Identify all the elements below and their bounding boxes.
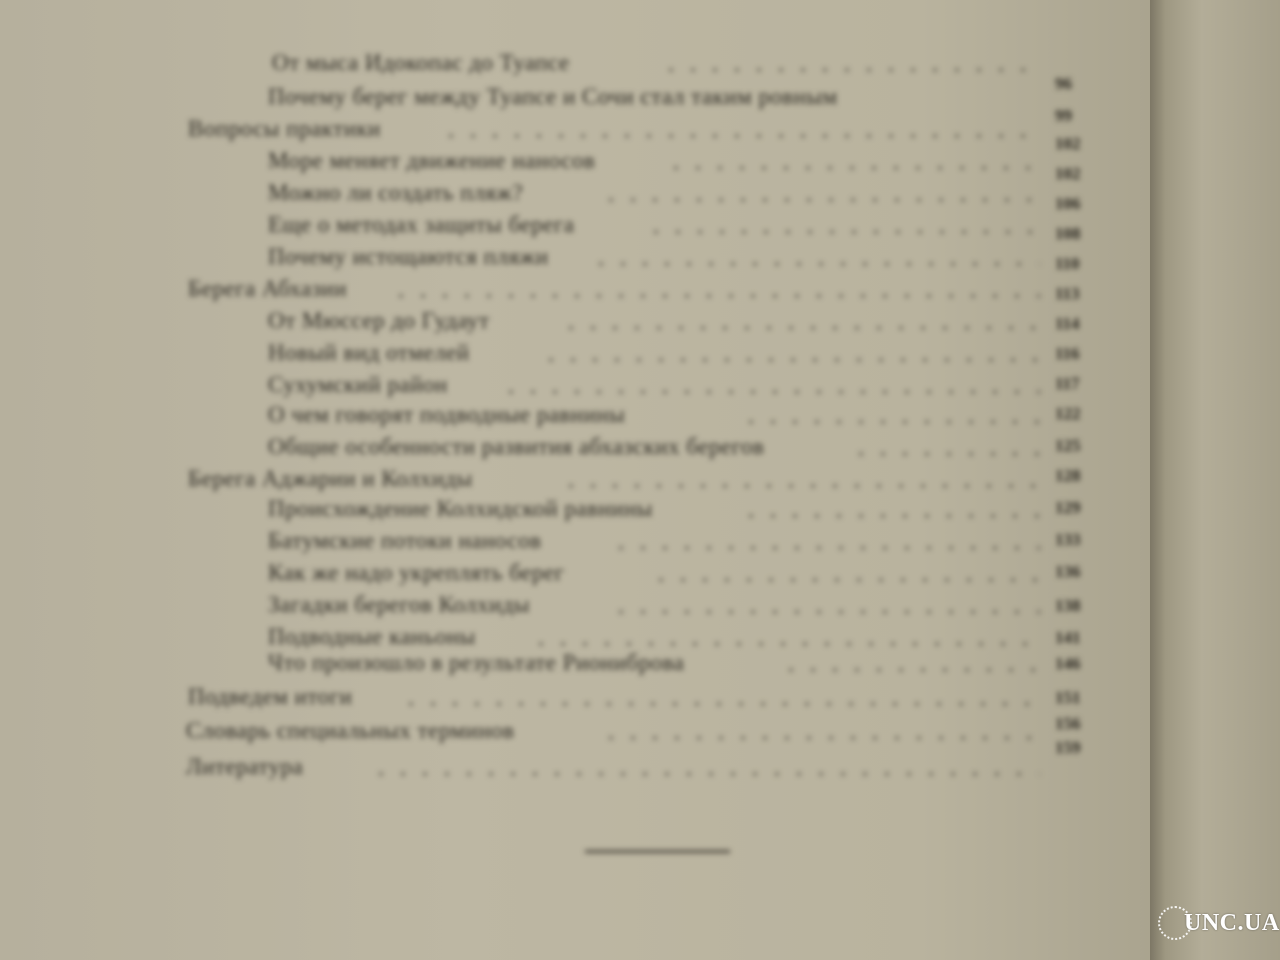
toc-entry xyxy=(0,276,1100,306)
toc-entry-title: Почему берег между Туапсе и Сочи стал таким ровным xyxy=(268,84,838,109)
toc-page-number: 156 xyxy=(1055,714,1081,733)
toc-page-number: 110 xyxy=(1055,254,1080,273)
toc-leader-dots xyxy=(660,68,1040,72)
toc-page-number: 159 xyxy=(1055,738,1081,757)
toc-page-number: 129 xyxy=(1055,498,1081,517)
toc-leader-dots xyxy=(600,198,1040,202)
toc-entry-title: Сухумский район xyxy=(268,372,448,397)
toc-entry-title: От Мюссер до Гудаут xyxy=(268,308,490,333)
toc-entry-title: От мыса Идокопас до Туапсе xyxy=(272,50,570,75)
toc-entry xyxy=(0,402,1100,432)
toc-page-number: 151 xyxy=(1055,688,1081,707)
toc-entry xyxy=(0,372,1100,402)
toc-page-number: 133 xyxy=(1055,530,1081,549)
toc-page-number: 114 xyxy=(1055,314,1080,333)
toc-entry xyxy=(0,148,1100,183)
toc-leader-dots xyxy=(370,772,1040,776)
toc-entry xyxy=(0,84,1100,125)
toc-leader-dots xyxy=(590,262,1040,266)
toc-leader-dots xyxy=(400,702,1040,706)
toc-page-number: 108 xyxy=(1055,224,1081,243)
toc-entry xyxy=(0,738,1100,784)
watermark-text: UNC.UA xyxy=(1184,910,1280,936)
toc-leader-dots xyxy=(610,610,1040,614)
toc-leader-dots xyxy=(540,358,1040,362)
facing-page-edge xyxy=(1150,0,1280,960)
toc-entry-title: Море меняет движение наносов xyxy=(268,148,596,173)
toc-page-number: 99 xyxy=(1055,106,1072,125)
toc-page-number: 102 xyxy=(1055,164,1081,183)
toc-leader-dots xyxy=(600,736,1040,740)
toc-page-number: 146 xyxy=(1055,654,1081,673)
toc-entry xyxy=(0,592,1100,622)
toc-entry-title: Загадки берегов Колхиды xyxy=(268,592,530,617)
toc-page-number: 116 xyxy=(1055,344,1080,363)
toc-leader-dots xyxy=(665,166,1040,170)
watermark-logo xyxy=(1158,900,1280,948)
toc-entry-title: Подведем итоги xyxy=(188,684,353,709)
end-rule xyxy=(585,850,730,853)
toc-page-number: 96 xyxy=(1055,74,1072,93)
toc-entry xyxy=(0,684,1100,714)
toc-page-number: 113 xyxy=(1055,284,1080,303)
toc-leader-dots xyxy=(740,514,1040,518)
toc-entry xyxy=(0,340,1100,370)
toc-leader-dots xyxy=(560,484,1040,488)
toc-page-number: 128 xyxy=(1055,466,1081,485)
toc-leader-dots xyxy=(740,420,1040,424)
toc-entry xyxy=(0,560,1100,590)
toc-entry-title: Литература xyxy=(186,754,304,779)
toc-entry xyxy=(0,308,1100,338)
toc-entry-title: Подводные каньоны xyxy=(268,624,476,649)
toc-leader-dots xyxy=(780,668,1040,672)
toc-entry xyxy=(0,50,1100,93)
toc-entry xyxy=(0,466,1100,496)
toc-entry-title: Почему истощаются пляжи xyxy=(268,244,549,269)
toc-entry xyxy=(0,434,1100,464)
toc-entry xyxy=(0,528,1100,558)
toc-page-number: 102 xyxy=(1055,134,1081,153)
toc-leader-dots xyxy=(610,546,1040,550)
toc-page-number: 136 xyxy=(1055,562,1081,581)
toc-entry-title: Словарь специальных терминов xyxy=(186,718,515,743)
toc-page-number: 125 xyxy=(1055,436,1081,455)
toc-leader-dots xyxy=(850,452,1040,456)
toc-page-number: 122 xyxy=(1055,404,1081,423)
toc-page-number: 117 xyxy=(1055,374,1080,393)
toc-entry xyxy=(0,650,1100,680)
toc-leader-dots xyxy=(530,642,1040,646)
toc-entry xyxy=(0,212,1100,242)
toc-entry-title: Происхождение Колхидской равнины xyxy=(268,496,653,521)
toc-entry-title: Вопросы практики xyxy=(188,116,381,141)
toc-page-number: 138 xyxy=(1055,596,1081,615)
toc-leader-dots xyxy=(440,134,1040,138)
toc-entry xyxy=(0,180,1100,213)
toc-page-number: 106 xyxy=(1055,194,1081,213)
toc-entry-title: Новый вид отмелей xyxy=(268,340,470,365)
toc-entry-title: Берега Аджарии и Колхиды xyxy=(188,466,473,491)
toc-entry-title: Батумские потоки наносов xyxy=(268,528,542,553)
toc-entry xyxy=(0,496,1100,526)
toc-entry xyxy=(0,244,1100,274)
toc-entry-title: О чем говорят подводные равнины xyxy=(268,402,626,427)
toc-entry-title: Еще о методах защиты берега xyxy=(268,212,575,237)
toc-leader-dots xyxy=(560,326,1040,330)
toc-page-number: 141 xyxy=(1055,628,1081,647)
toc-entry-title: Берега Абхазии xyxy=(188,276,347,301)
toc-entry-title: Как же надо укреплять берег xyxy=(268,560,565,585)
toc-entry xyxy=(0,116,1100,153)
toc-leader-dots xyxy=(645,230,1040,234)
toc-leader-dots xyxy=(650,578,1040,582)
toc-leader-dots xyxy=(390,294,1040,298)
toc-entry xyxy=(0,714,1100,748)
toc-entry-title: Что произошло в результате Риониброва xyxy=(268,650,685,675)
toc-entry-title: Общие особенности развития абхазских берегов xyxy=(268,434,765,459)
toc-leader-dots xyxy=(500,390,1040,394)
toc-entry-title: Можно ли создать пляж? xyxy=(268,180,524,205)
